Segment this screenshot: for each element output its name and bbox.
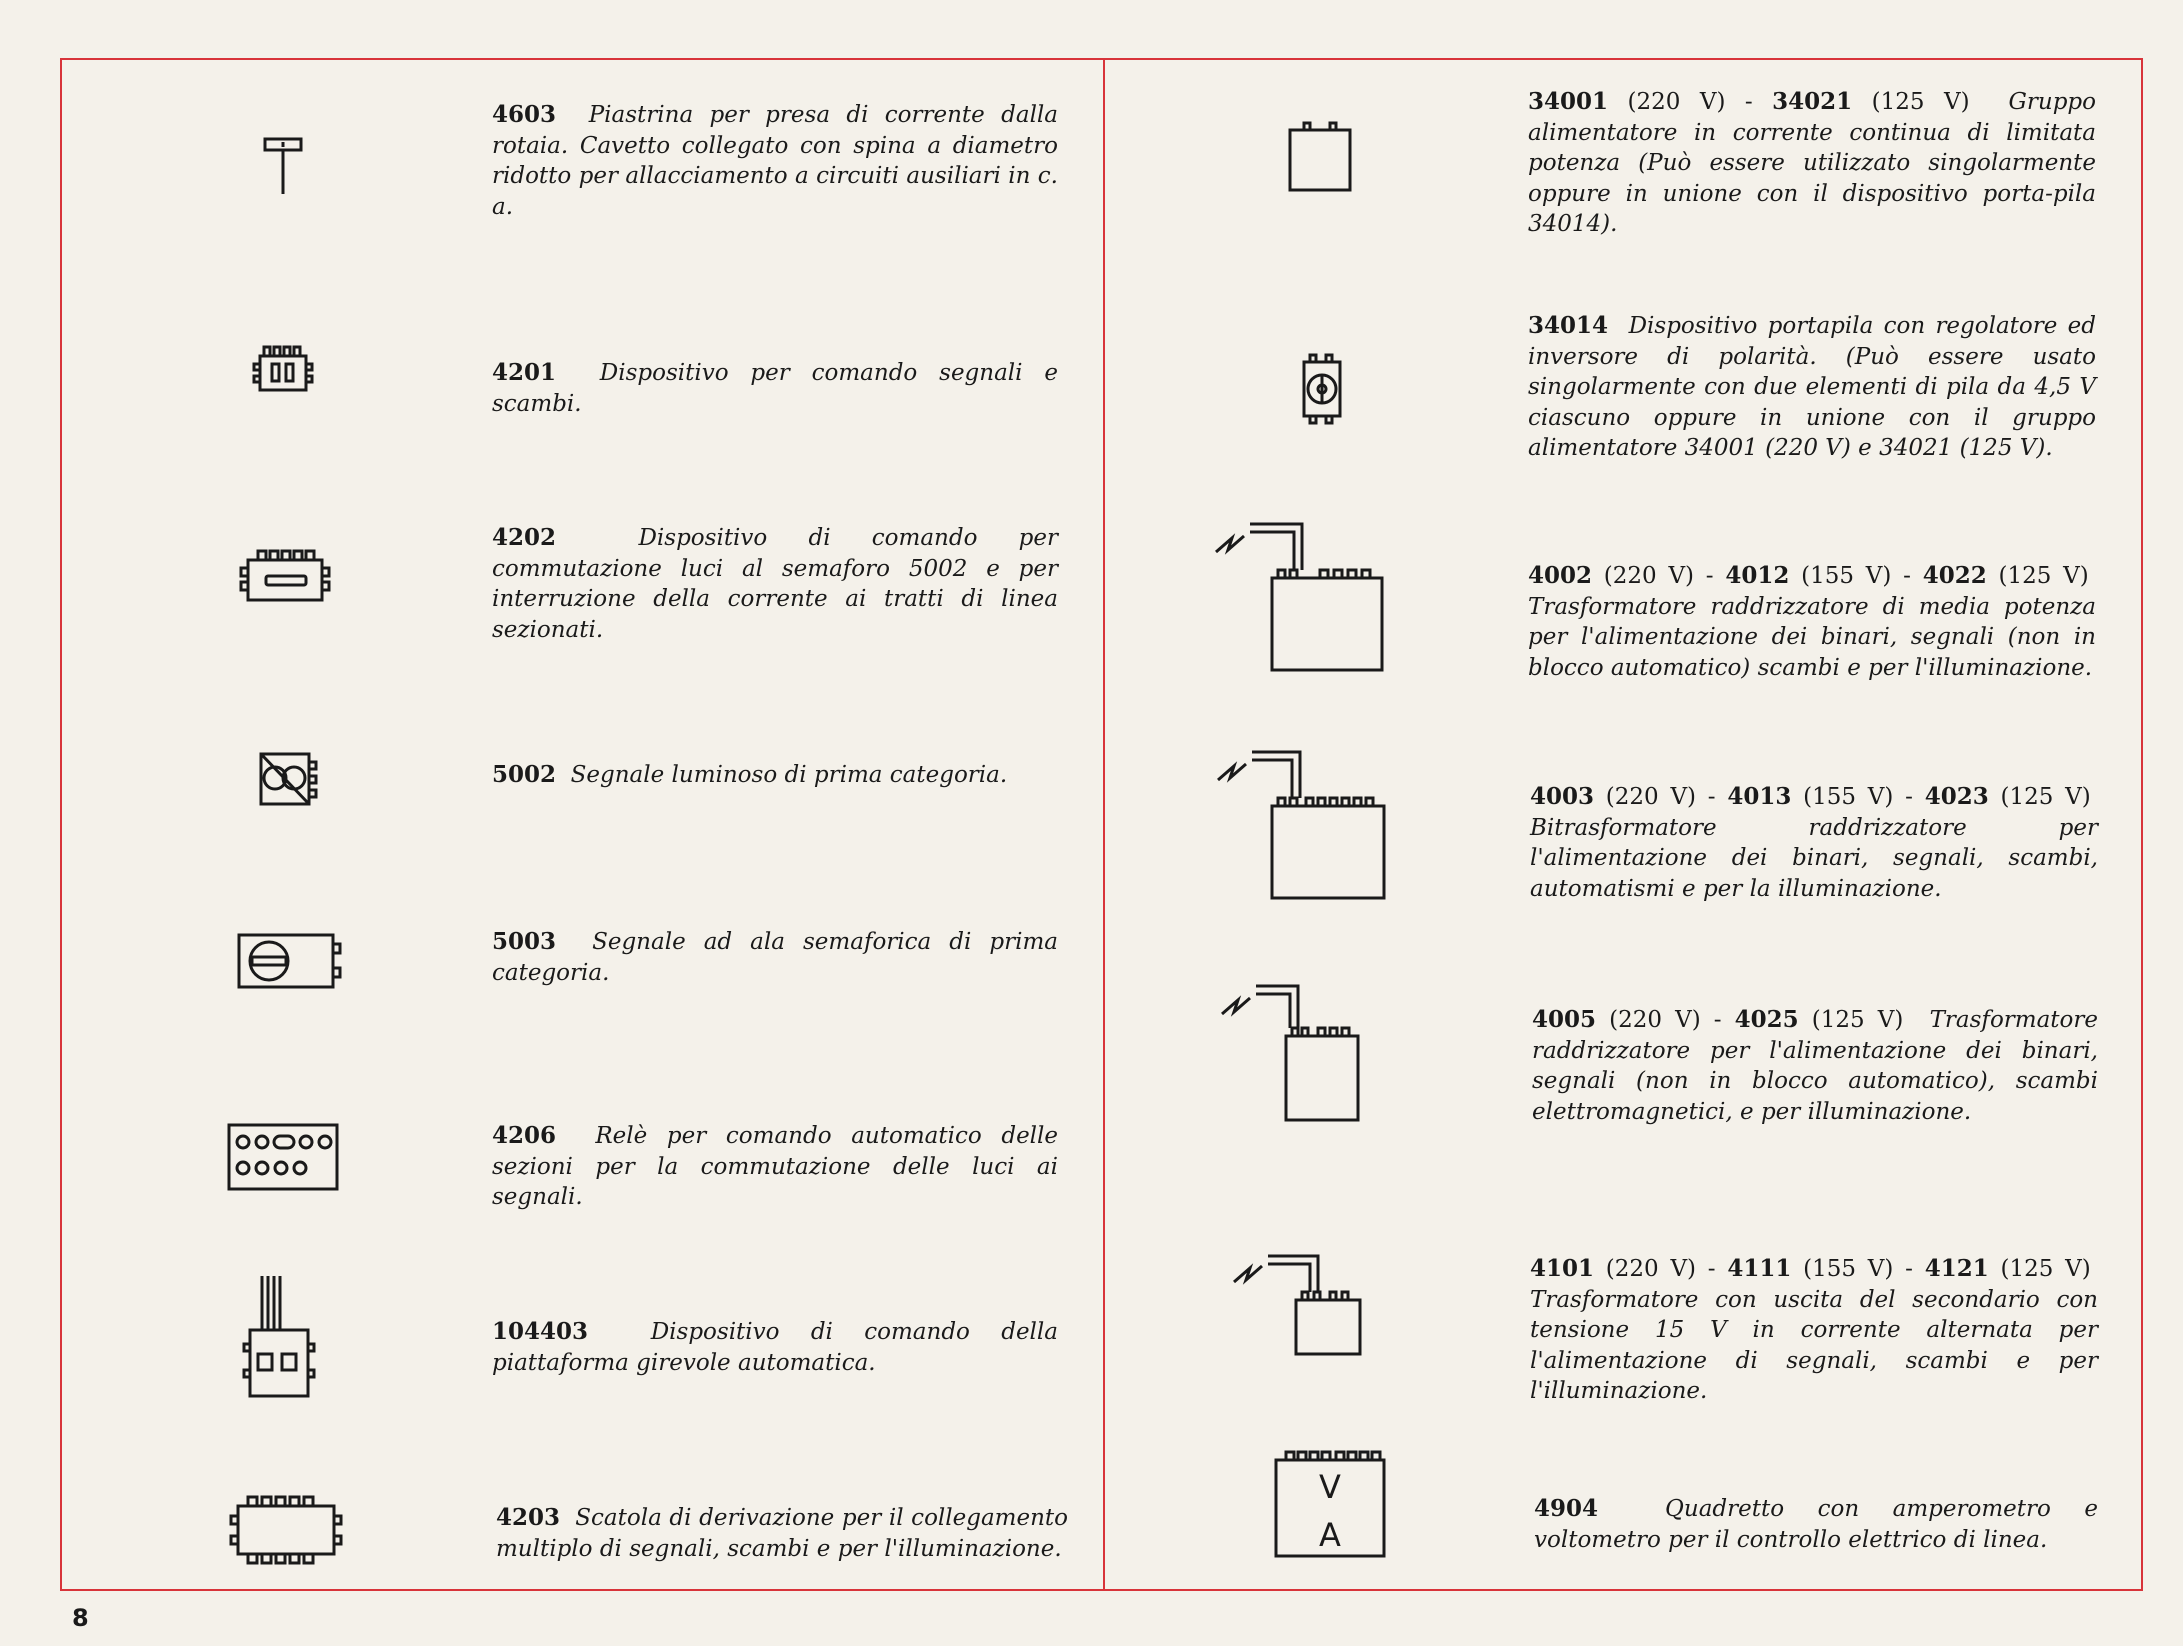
product-description: Quadretto con amperometro e voltometro per il controllo elettrico di linea. xyxy=(1534,1496,2098,1553)
product-code: 4904 xyxy=(1534,1495,1599,1522)
entry-4002 xyxy=(1528,561,2096,683)
transformer-4002-symbol xyxy=(1208,516,1394,682)
product-description: Segnale ad ala semaforica di prima categoria. xyxy=(492,929,1058,986)
turntable-control-symbol xyxy=(240,1274,322,1402)
product-code: 4111 xyxy=(1727,1255,1792,1282)
product-description: Dispositivo per comando segnali e scambi. xyxy=(492,360,1059,417)
product-description: Dispositivo portapila con regolatore ed inversore di polarità. (Può essere usato singolarmente con due elementi di pila da 4,5 V ciascuno oppure in unione con il gruppo alimentatore 34001 (220 V) e 34021 (125 V). xyxy=(1528,313,2097,461)
product-code: 4003 xyxy=(1530,783,1595,810)
product-code: 4202 xyxy=(492,524,557,551)
junction-box-symbol xyxy=(228,1494,346,1566)
voltage: (125 V) xyxy=(1871,89,1970,115)
product-code: 4012 xyxy=(1725,562,1790,589)
semaphore-signal-symbol xyxy=(236,930,346,994)
product-description: Trasformatore raddrizzatore per l'alimentazione dei binari, segnali (non in blocco automatico), scambi elettromagnetici, e per illuminazione. xyxy=(1532,1007,2099,1125)
light-signal-symbol xyxy=(258,750,324,810)
transformer-4101-symbol xyxy=(1226,1248,1376,1360)
product-description: Trasformatore raddrizzatore di media potenza per l'alimentazione dei binari, segnali (non in blocco automatico) scambi e per l'illuminazione. xyxy=(1528,593,2096,681)
entry-5003 xyxy=(492,927,1058,988)
product-code: 4022 xyxy=(1922,562,1987,589)
battery-holder-symbol xyxy=(1298,352,1346,428)
voltage: (125 V) xyxy=(1998,563,2089,589)
product-description: Dispositivo di comando per commutazione luci al semaforo 5002 e per interruzione della corrente ai tratti di linea sezionati. xyxy=(492,525,1058,643)
voltage: (125 V) xyxy=(2000,784,2091,810)
product-code: 104403 xyxy=(492,1318,589,1345)
voltage: (155 V) - xyxy=(1803,784,1913,810)
product-code: 4005 xyxy=(1532,1006,1597,1033)
entry-4202 xyxy=(492,523,1058,645)
product-code: 4201 xyxy=(492,359,557,386)
product-code: 34021 xyxy=(1772,88,1853,115)
voltage: (220 V) - xyxy=(1605,1256,1716,1282)
dc-power-unit-symbol xyxy=(1286,120,1356,194)
product-code: 4002 xyxy=(1528,562,1593,589)
entry-4101 xyxy=(1530,1254,2098,1407)
transformer-4003-symbol xyxy=(1210,744,1396,910)
column-divider xyxy=(1103,58,1105,1591)
entry-4201 xyxy=(492,358,1058,419)
product-code: 4023 xyxy=(1924,783,1989,810)
voltage: (220 V) - xyxy=(1609,1007,1722,1033)
product-code: 34001 xyxy=(1528,88,1609,115)
voltage: (155 V) - xyxy=(1803,1256,1913,1282)
entry-5002 xyxy=(492,760,1058,791)
voltage: (220 V) - xyxy=(1605,784,1716,810)
meter-panel-symbol xyxy=(1272,1448,1392,1562)
relay-symbol xyxy=(226,1122,342,1192)
product-description: Relè per comando automatico delle sezioni per la commutazione delle luci ai segnali. xyxy=(492,1123,1059,1210)
entry-104403 xyxy=(492,1317,1058,1378)
ammeter-label: A xyxy=(1319,1516,1341,1554)
entry-4206 xyxy=(492,1121,1058,1213)
product-description: Trasformatore con uscita del secondario con tensione 15 V in corrente alternata per l'alimentazione di segnali, scambi e per l'illuminazione. xyxy=(1530,1286,2098,1404)
product-code: 5003 xyxy=(492,928,557,955)
product-code: 34014 xyxy=(1528,312,1609,339)
voltage: (125 V) xyxy=(2000,1256,2091,1282)
entry-4603 xyxy=(492,100,1058,222)
product-description: Segnale luminoso di prima categoria. xyxy=(570,762,1008,788)
product-description: Piastrina per presa di corrente dalla rotaia. Cavetto collegato con spina a diametro ridotto per allacciamento a circuiti ausiliari in c. a. xyxy=(492,102,1058,220)
page-number: 8 xyxy=(72,1604,89,1632)
light-switch-symbol xyxy=(238,548,334,606)
voltage: (220 V) - xyxy=(1603,563,1714,589)
product-code: 4121 xyxy=(1924,1255,1989,1282)
entry-4203 xyxy=(496,1503,1068,1564)
entry-34014 xyxy=(1528,311,2096,464)
voltage: (125 V) xyxy=(1811,1007,1904,1033)
product-code: 4101 xyxy=(1530,1255,1595,1282)
voltage: (155 V) - xyxy=(1801,563,1911,589)
entry-4003 xyxy=(1530,782,2098,904)
voltage: (220 V) - xyxy=(1627,89,1753,115)
signal-control-symbol xyxy=(252,344,320,396)
product-code: 5002 xyxy=(492,761,557,788)
voltmeter-label: V xyxy=(1319,1468,1341,1506)
entry-4005 xyxy=(1532,1005,2098,1127)
product-description: Dispositivo di comando della piattaforma girevole automatica. xyxy=(492,1319,1058,1376)
product-code: 4203 xyxy=(496,1504,561,1531)
transformer-4005-symbol xyxy=(1214,978,1374,1128)
rail-clip-symbol xyxy=(262,136,308,198)
product-description: Gruppo alimentatore in corrente continua di limitata potenza (Può essere utilizzato singolarmente oppure in unione con il dispositivo porta-pila 34014). xyxy=(1528,89,2096,237)
product-code: 4603 xyxy=(492,101,557,128)
product-code: 4025 xyxy=(1734,1006,1799,1033)
product-code: 4206 xyxy=(492,1122,557,1149)
product-description: Bitrasformatore raddrizzatore per l'alimentazione dei binari, segnali, scambi, automatismi e per la illuminazione. xyxy=(1530,814,2098,902)
product-description: Scatola di derivazione per il collegamento multiplo di segnali, scambi e per l'illuminazione. xyxy=(496,1505,1068,1562)
entry-34001 xyxy=(1528,87,2096,240)
entry-4904 xyxy=(1534,1494,2098,1555)
product-code: 4013 xyxy=(1727,783,1792,810)
